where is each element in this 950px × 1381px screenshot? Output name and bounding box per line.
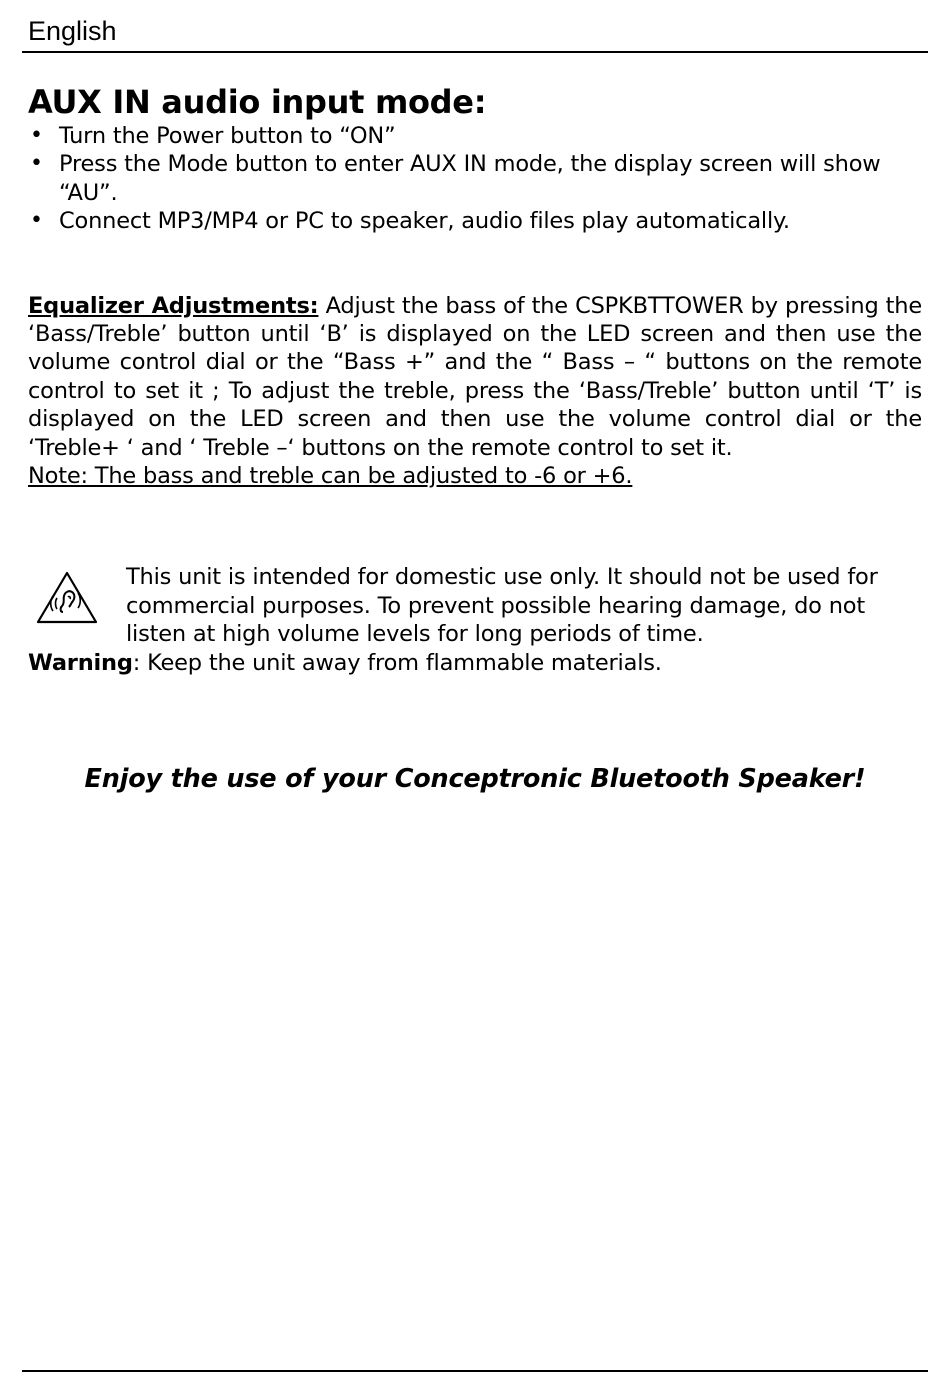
- bullet-icon: •: [30, 123, 43, 148]
- header-divider: [22, 51, 928, 53]
- equalizer-heading: Equalizer Adjustments:: [28, 292, 319, 319]
- closing-message: Enjoy the use of your Conceptronic Bluetooth Speaker!: [84, 764, 866, 795]
- list-item-text: Turn the Power button to “ON”: [59, 123, 396, 149]
- instruction-list: [28, 122, 922, 236]
- warning-text: : Keep the unit away from flammable materials.: [132, 649, 662, 676]
- bullet-icon: •: [30, 151, 43, 177]
- footer-divider: [22, 1370, 928, 1372]
- section-title: AUX IN audio input mode:: [28, 83, 487, 121]
- language-label: English: [28, 16, 117, 46]
- equalizer-paragraph: [28, 292, 922, 462]
- list-item-text: Connect MP3/MP4 or PC to speaker, audio files play automatically.: [59, 208, 790, 235]
- equalizer-text: Adjust the bass of the CSPKBTTOWER by pressing the ‘Bass/Treble’ button until ‘B’ is displayed on the LED screen and then use the volume control dial or the “Bass +” and the “ Bass – “ buttons on the remote control to set it ; To adjust the treble, press the ‘Bass/Treble’ button until ‘T’ is displayed on the LED screen and then use the volume control dial or the ‘Treble+ ‘ and ‘ Treble –‘ buttons on the remote control to set it.: [28, 292, 922, 461]
- warning-line: [28, 649, 922, 677]
- list-item: [28, 207, 922, 235]
- equalizer-note: Note: The bass and treble can be adjusted to -6 or +6.: [28, 463, 633, 490]
- list-item-text: Press the Mode button to enter AUX IN mode, the display screen will show “AU”.: [59, 151, 881, 206]
- list-item: [28, 122, 922, 150]
- warning-label: Warning: [28, 649, 133, 676]
- page-content: [28, 82, 922, 795]
- safety-text: This unit is intended for domestic use only. It should not be used for commercial purposes. To prevent possible hearing damage, do not listen at high volume levels for long periods of time.: [126, 564, 878, 648]
- list-item: [28, 150, 922, 207]
- bullet-icon: •: [30, 208, 43, 234]
- safety-block: [28, 563, 922, 677]
- hearing-warning-icon: [36, 571, 98, 625]
